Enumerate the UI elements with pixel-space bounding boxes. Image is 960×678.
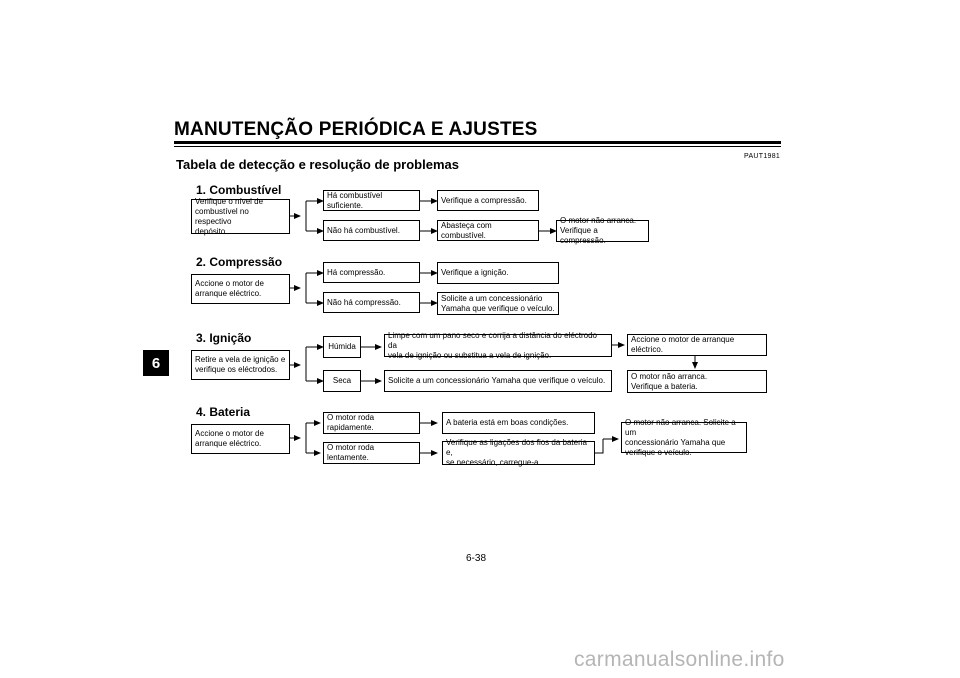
fuel-result-check-compression-text: Verifique a compressão. — [441, 195, 527, 205]
ignition-result-start-motor — [627, 334, 767, 356]
ignition-start-box — [191, 350, 290, 380]
battery-option-fast-text: O motor roda rapidamente. — [327, 413, 375, 432]
section-title-fuel: 1. Combustível — [196, 183, 282, 197]
fuel-action-refuel — [437, 220, 539, 241]
battery-start-box — [191, 424, 290, 454]
ignition-option-wet-text: Húmida — [328, 342, 356, 351]
chapter-tab: 6 — [143, 350, 169, 376]
battery-option-slow-text: O motor roda lentamente. — [327, 443, 375, 462]
fuel-result-no-start-text: O motor não arranca. Verifique a compressão. — [560, 216, 637, 245]
battery-result-check-wires-text: Verifique as ligações dos fios da bateria e, se necessário, carregue-a. — [446, 438, 587, 467]
ignition-option-wet — [323, 336, 361, 358]
section-title-ignition: 3. Ignição — [196, 331, 252, 345]
compression-result-check-ignition — [437, 262, 559, 284]
battery-result-check-wires — [442, 438, 595, 467]
ignition-option-dry-text: Seca — [332, 376, 352, 385]
compression-result-dealer — [437, 292, 559, 315]
ignition-action-clean-plug-text: Limpe com um pano seco e corrija a distância do eléctrodo da vela de ignição ou substitua a vela de ignição. — [388, 330, 597, 360]
watermark: carmanualsonline.info — [574, 648, 785, 671]
fuel-start-text: Verifique o nível de combustível no respectivo depósito. — [195, 196, 264, 236]
fuel-result-check-compression — [437, 190, 539, 211]
ignition-result-check-battery — [627, 370, 767, 393]
fuel-option-sufficient — [323, 190, 420, 211]
fuel-start-box — [191, 196, 290, 236]
battery-final-dealer-text: O motor não arranca. Solicite a um concessionário Yamaha que verifique o veículo. — [625, 417, 736, 457]
page-number: 6-38 — [466, 553, 487, 564]
compression-start-box — [191, 274, 290, 304]
compression-option-present — [323, 262, 420, 283]
ignition-start-text: Retire a vela de ignição e verifique os eléctrodos. — [195, 355, 286, 374]
ignition-option-dry — [323, 370, 361, 392]
ignition-result-start-motor-text: Accione o motor de arranque eléctrico. — [631, 335, 735, 354]
document-code: PAUT1981 — [744, 153, 781, 160]
page-header-title: MANUTENÇÃO PERIÓDICA E AJUSTES — [174, 119, 538, 140]
ignition-action-clean-plug — [384, 330, 612, 360]
fuel-option-none-text: Não há combustível. — [327, 225, 400, 235]
compression-option-none — [323, 292, 420, 313]
ignition-result-check-battery-text: O motor não arranca. Verifique a bateria. — [631, 371, 708, 391]
battery-final-dealer — [621, 417, 747, 457]
compression-result-dealer-text: Solicite a um concessionário Yamaha que verifique o veículo. — [441, 293, 555, 313]
compression-option-none-text: Não há compressão. — [327, 297, 401, 307]
fuel-option-sufficient-text: Há combustível suficiente. — [327, 190, 383, 210]
battery-result-good-text: A bateria está em boas condições. — [446, 418, 569, 427]
battery-option-slow — [323, 442, 420, 464]
section-title-battery: 4. Bateria — [196, 405, 251, 419]
table-title: Tabela de detecção e resolução de problemas — [176, 157, 459, 172]
compression-result-check-ignition-text: Verifique a ignição. — [441, 268, 509, 277]
fuel-action-refuel-text: Abasteça com combustível. — [441, 220, 492, 240]
battery-start-text: Accione o motor de arranque eléctrico. — [195, 429, 264, 448]
battery-result-good — [442, 412, 595, 434]
compression-start-text: Accione o motor de arranque eléctrico. — [195, 279, 264, 298]
ignition-result-dealer-text: Solicite a um concessionário Yamaha que verifique o veículo. — [388, 376, 606, 385]
fuel-result-no-start — [556, 216, 649, 245]
section-title-compression: 2. Compressão — [196, 255, 283, 269]
fuel-option-none — [323, 220, 420, 241]
battery-option-fast — [323, 412, 420, 434]
ignition-result-dealer — [384, 370, 612, 392]
compression-option-present-text: Há compressão. — [327, 267, 386, 277]
